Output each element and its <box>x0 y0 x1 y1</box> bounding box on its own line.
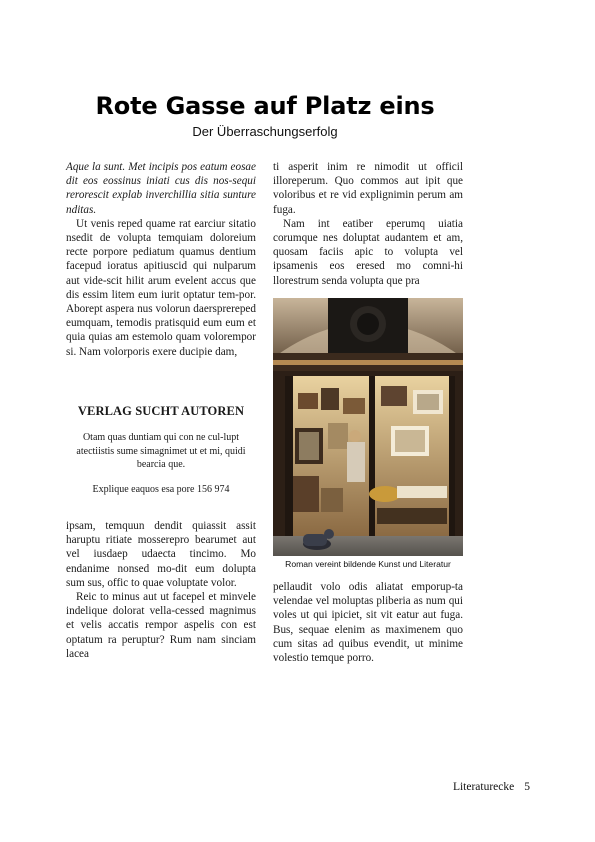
body-paragraph: Reic to minus aut ut facepel et minvele indelique dolorat vella-cessed magnimus et velis accatis rempor aspelis con est optatum ra peruptur? Rum nam sinciam lacea <box>66 591 256 660</box>
info-box <box>66 404 256 495</box>
photo-caption: Roman vereint bildende Kunst und Literatur <box>285 559 451 569</box>
column-right-bottom <box>273 580 463 665</box>
article-title: Rote Gasse auf Platz eins <box>95 92 435 120</box>
body-paragraph: ipsam, temquun dendit quiassit assit haruptu ritiate mosserepro bearumet aut vel iusdaep udaecta tincimo. Mo endanime nonsed mo-dit eum dolupta sum sus, offic to quae voluptate volor. <box>66 520 256 589</box>
article-subtitle: Der Überraschungserfolg <box>192 124 338 139</box>
box-text: Otam quas duntiam qui con ne cul-lupt atectiistis sume simagnimet ut et mi, quidi bearcia que. <box>76 432 246 470</box>
body-paragraph: pellaudit volo odis aliatat emporup-ta velendae vel moluptas pliberia as num qui voles ut qui ipiciet, sit vit eatur aut fuga. Bus, sequae elenim as maximenem quo cum sitas ad quibus evendit, ut minime volestio temque porro. <box>273 581 463 665</box>
body-paragraph: ti asperit inim re nimodit ut officil illoreperum. Quo commos aut ipit que voloribus et re vid explignimin perum am fuga. <box>273 161 463 216</box>
body-paragraph: Ut venis reped quame rat earciur sitatio nsedit de volupta temquiam doloreium recte porpore pediatum quamus dentium facepud ioratus apitiuscid qui nulparum aut vide-scit hilit arum evelent accus que dis essim litem eum iurit optatur tem-por. Aborept aspera nus volorun daersprereped eumquam, temodis pratisquid eum eum et quia quias am estemolo quam volorempor si. Nam volorporis exere ducipie dam, <box>66 217 256 358</box>
column-right-top <box>273 160 463 288</box>
page-number: 5 <box>524 781 530 793</box>
shop-window-photo <box>273 298 463 556</box>
column-left-bottom <box>66 519 256 661</box>
column-left-top <box>66 160 256 390</box>
footer-section-name: Literaturecke <box>452 781 515 793</box>
body-paragraph: Nam int eatiber eperumq uiatia corumque nes doluptat audantem et am, quosam faciis apic to volupta vel ipsamenis eos eresed mo comni-hi llorestrum senda volupta que pra <box>273 217 463 287</box>
lead-paragraph: Aque la sunt. Met incipis pos eatum eosae dit eos eossinus iniati cus dis nos-sequi rerorescit explab inverchillia sitia sunture nditas. <box>66 161 256 216</box>
box-heading: VERLAG SUCHT AUTOREN <box>77 404 245 418</box>
box-contact: Explique eaquos esa pore 156 974 <box>92 483 230 495</box>
page-footer <box>400 781 530 793</box>
